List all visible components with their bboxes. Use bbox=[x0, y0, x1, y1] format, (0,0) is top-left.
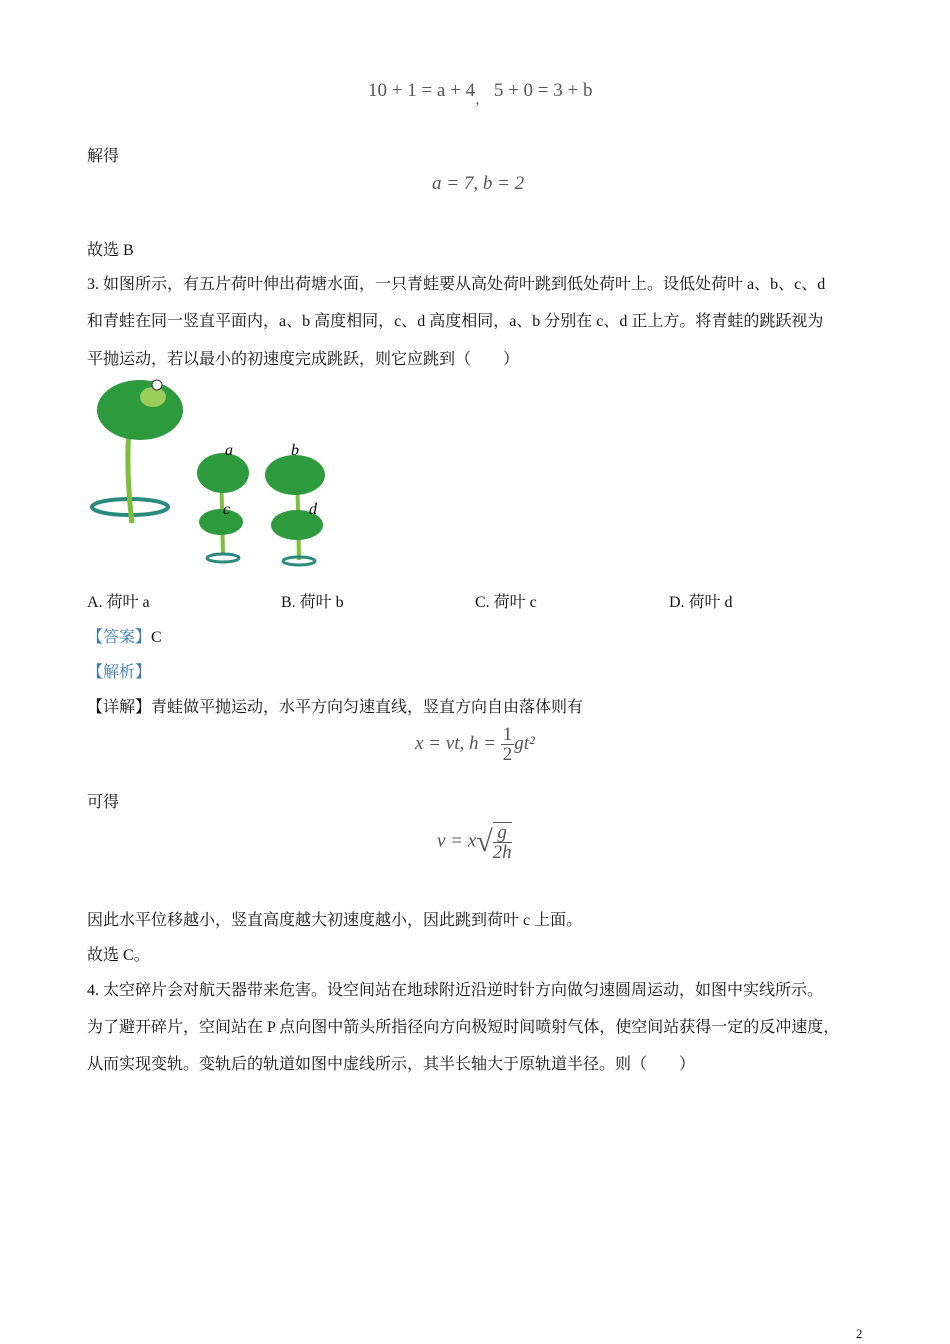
eq3-den: 2 bbox=[502, 744, 513, 765]
eq3-right: gt² bbox=[514, 732, 535, 754]
eq4-den: 2h bbox=[492, 842, 512, 863]
label-d: d bbox=[309, 501, 317, 518]
detail-text: 青蛙做平抛运动，水平方向匀速直线，竖直方向自由落体则有 bbox=[151, 699, 584, 716]
equation-1 bbox=[368, 80, 593, 108]
q3-line-2: 和青蛙在同一竖直平面内，a、b 高度相同，c、d 高度相同，a、b 分别在 c、d 正上方。将青蛙的跳跃视为 bbox=[87, 313, 824, 330]
equation-2: a = 7, b = 2 bbox=[432, 173, 525, 194]
lotus-frog-figure bbox=[85, 375, 335, 570]
solve-label: 解得 bbox=[87, 148, 120, 165]
eq3-num: 1 bbox=[502, 724, 513, 745]
option-b: B. 荷叶 b bbox=[281, 594, 344, 611]
high-leaf-icon bbox=[97, 380, 183, 440]
analysis-tag: 【解析】 bbox=[87, 664, 152, 681]
final-answer: 故选 C。 bbox=[87, 947, 150, 964]
eq4-num: g bbox=[493, 823, 512, 843]
q4-line-1: 4. 太空碎片会对航天器带来危害。设空间站在地球附近沿逆时针方向做匀速圆周运动，如图中实线所示。 bbox=[87, 982, 824, 999]
eq3-left: x = vt, h = bbox=[415, 732, 497, 754]
label-b: b bbox=[291, 442, 299, 459]
eq4-left: v = x bbox=[437, 830, 477, 852]
answer-tag: 【答案】 bbox=[87, 629, 152, 646]
eq1-right: 5 + 0 = 3 + b bbox=[493, 80, 593, 101]
detail-tag: 【详解】 bbox=[87, 699, 152, 716]
option-c: C. 荷叶 c bbox=[475, 594, 537, 611]
detail-line bbox=[87, 694, 583, 717]
q4-line-3: 从而实现变轨。变轨后的轨道如图中虚线所示，其半长轴大于原轨道半径。则（ ） bbox=[87, 1056, 696, 1073]
conclusion: 因此水平位移越小，竖直高度越大初速度越小，因此跳到荷叶 c 上面。 bbox=[87, 912, 583, 929]
equation-3 bbox=[415, 725, 535, 764]
leaf-d-icon bbox=[271, 510, 323, 565]
option-d: D. 荷叶 d bbox=[669, 594, 733, 611]
kede-label: 可得 bbox=[87, 794, 120, 811]
eq1-left: 10 + 1 = a + 4 bbox=[368, 80, 476, 101]
answer-value: C bbox=[151, 629, 162, 646]
previous-answer: 故选 B bbox=[87, 242, 134, 259]
page-number: 2 bbox=[856, 1326, 863, 1341]
equation-4: v = x√ $\frac{g}{2h}$ bbox=[437, 822, 512, 863]
label-a: a bbox=[225, 442, 233, 459]
answer-line bbox=[87, 624, 162, 647]
option-a: A. 荷叶 a bbox=[87, 594, 150, 611]
q3-line-3: 平抛运动，若以最小的初速度完成跳跃，则它应跳到（ ） bbox=[87, 351, 520, 368]
q3-line-1: 3. 如图所示，有五片荷叶伸出荷塘水面，一只青蛙要从高处荷叶跳到低处荷叶上。设低处荷叶 a、b、c、d bbox=[87, 276, 826, 293]
eq1-sep: ， bbox=[475, 93, 490, 108]
q4-line-2: 为了避开碎片，空间站在 P 点向图中箭头所指径向方向极短时间喷射气体，使空间站获得一定的反冲速度， bbox=[87, 1019, 840, 1036]
label-c: c bbox=[223, 501, 231, 518]
